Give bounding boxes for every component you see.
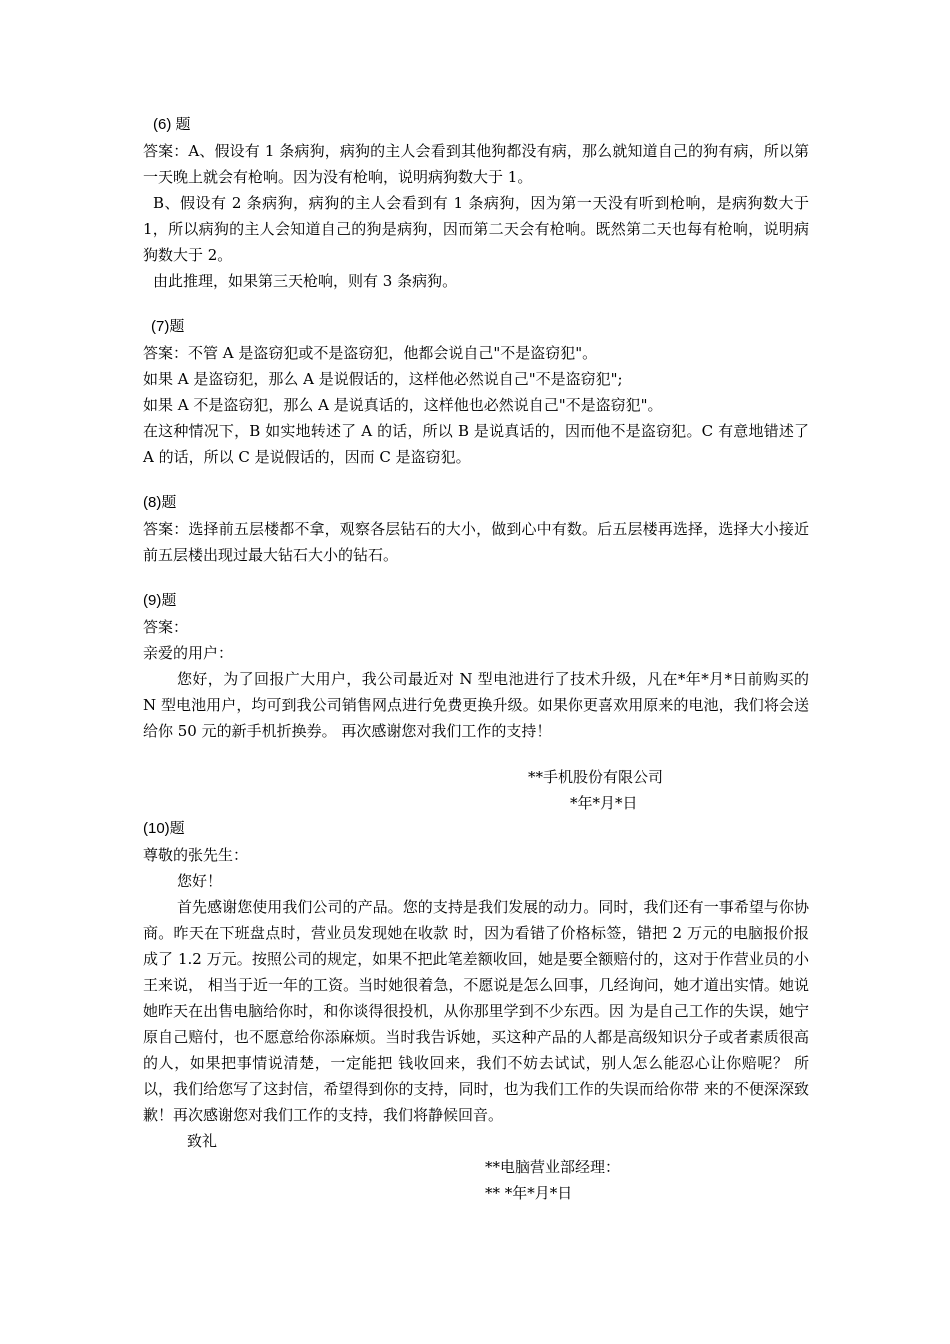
q8-heading: (8)题: [143, 494, 177, 511]
q9-heading: (9)题: [143, 592, 177, 609]
q10-signature-date: ** *年*月*日: [485, 1184, 573, 1202]
q7-line-4: 在这种情况下，B 如实地转述了 A 的话，所以 B 是说真话的，因而他不是盗窃犯。C 有意地错述了 A 的话，所以 C 是说假话的，因而 C 是盗窃犯。: [143, 422, 809, 466]
q10-closing: 致礼: [187, 1132, 218, 1150]
q10-heading: (10)题: [143, 820, 185, 837]
q10-body: 首先感谢您使用我们公司的产品。您的支持是我们发展的动力。同时，我们还有一事希望与你协商。昨天在下班盘点时，营业员发现她在收款 时，因为看错了价格标签，错把 2 万元的电脑报价报成了 1.2 万元。按照公司的规定，如果不把此笔差额收回，她是要全额赔付的，这对于作营业员的小王来说， 相当于近一年的工资。当时她很着急，不愿说是怎么回事，几经询问，她才道出实情。她说她昨天在出售电脑给你时，和你谈得很投机，从你那里学到不少东西。因 为是自己工作的失误，她宁原自己赔付，也不愿意给你添麻烦。当时我告诉她，买这种产品的人都是高级知识分子或者素质很高的人，如果把事情说清楚，一定能把 钱收回来，我们不妨去试试，别人怎么能忍心让你赔呢？ 所以，我们给您写了这封信，希望得到你的支持，同时，也为我们工作的失误而给你带 来的不便深深致歉！再次感谢您对我们工作的支持，我们将静候回音。: [143, 898, 809, 1124]
q6-heading: (6) 题: [153, 116, 191, 133]
q6-answer-a: 答案：A、假设有 1 条病狗，病狗的主人会看到其他狗都没有病，那么就知道自己的狗有病，所以第一天晚上就会有枪响。因为没有枪响，说明病狗数大于 1。: [143, 142, 809, 186]
q9-signature-company: **手机股份有限公司: [528, 768, 664, 786]
q6-conclusion: 由此推理，如果第三天枪响，则有 3 条病狗。: [153, 272, 458, 290]
spacer: [143, 470, 809, 490]
q9-salutation: 亲爱的用户：: [143, 644, 234, 662]
q10-signature-title: **电脑营业部经理：: [485, 1158, 621, 1176]
q7-line-2: 如果 A 是盗窃犯，那么 A 是说假话的，这样他必然说自己"不是盗窃犯";: [143, 370, 623, 388]
document-page: [143, 112, 809, 1206]
q9-answer-label: 答案：: [143, 618, 189, 636]
spacer: [143, 744, 809, 764]
q7-heading: (7)题: [151, 318, 185, 335]
q9-signature-date: *年*月*日: [570, 794, 638, 812]
spacer: [143, 294, 809, 314]
q10-salutation: 尊敬的张先生：: [143, 846, 249, 864]
q6-answer-b: B、假设有 2 条病狗，病狗的主人会看到有 1 条病狗，因为第一天没有听到枪响，是病狗数大于 1，所以病狗的主人会知道自己的狗是病狗，因而第二天会有枪响。既然第二天也每有枪响，说明病狗数大于 2。: [143, 194, 809, 264]
q7-line-1: 答案：不管 A 是盗窃犯或不是盗窃犯，他都会说自己"不是盗窃犯"。: [143, 344, 598, 362]
spacer: [143, 568, 809, 588]
q10-greeting: 您好！: [177, 872, 223, 890]
q8-answer: 答案：选择前五层楼都不拿，观察各层钻石的大小，做到心中有数。后五层楼再选择，选择大小接近前五层楼出现过最大钻石大小的钻石。: [143, 520, 809, 564]
q9-body: 您好，为了回报广大用户，我公司最近对 N 型电池进行了技术升级，凡在*年*月*日前购买的 N 型电池用户，均可到我公司销售网点进行免费更换升级。如果你更喜欢用原来的电池，我们将会送给你 50 元的新手机折换券。 再次感谢您对我们工作的支持！: [143, 670, 809, 740]
q7-line-3: 如果 A 不是盗窃犯，那么 A 是说真话的，这样他也必然说自己"不是盗窃犯"。: [143, 396, 663, 414]
